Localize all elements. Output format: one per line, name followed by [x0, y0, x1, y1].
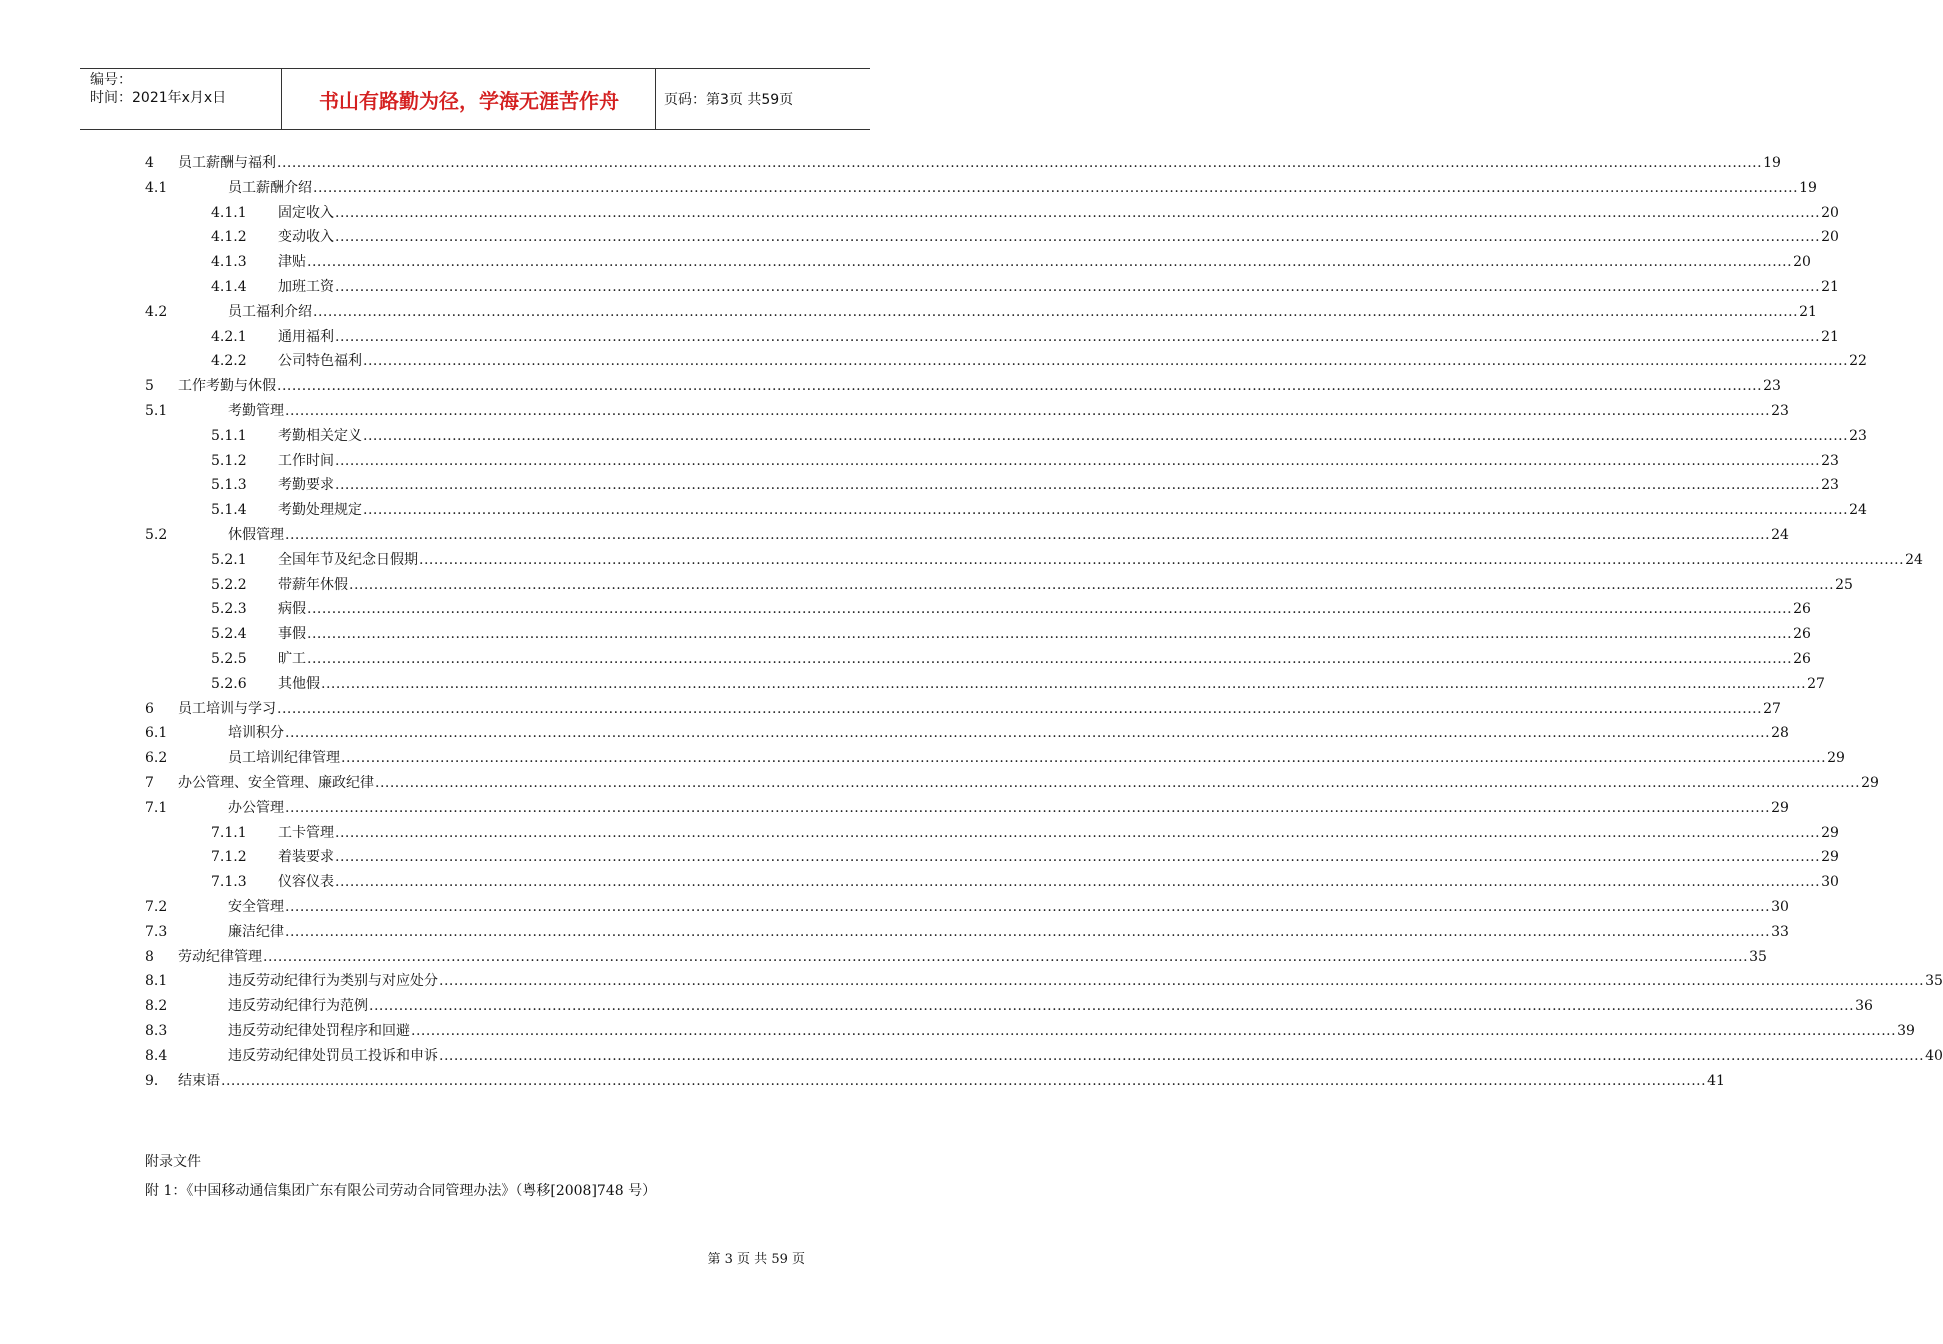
- toc-entry-title: 着装要求: [278, 849, 334, 866]
- toc-entry-title: 办公管理: [228, 799, 284, 816]
- toc-entry-number: 8.3: [145, 1023, 168, 1039]
- toc-leader-dots: ............................................................................................................................................................................................................................................................................................................: [341, 750, 1827, 767]
- toc-leader-dots: ............................................................................................................................................................................................................................................................................................................: [307, 601, 1793, 618]
- toc-entry[interactable]: [0, 721, 1789, 746]
- toc-entry-title: 违反劳动纪律行为范例: [228, 998, 368, 1015]
- toc-entry-page: 33: [1771, 923, 1789, 940]
- toc-leader-dots: ............................................................................................................................................................................................................................................................................................................: [335, 229, 1821, 246]
- toc-entry-title: 事假: [278, 626, 306, 643]
- toc-leader-dots: ............................................................................................................................................................................................................................................................................................................: [285, 725, 1771, 742]
- toc-entry-line[interactable]: [228, 920, 1789, 945]
- toc-entry[interactable]: [0, 225, 1839, 250]
- toc-entry[interactable]: [0, 895, 1789, 920]
- toc-entry-page: 30: [1821, 874, 1839, 891]
- toc-entry[interactable]: [0, 374, 1781, 399]
- toc-entry-page: 30: [1771, 899, 1789, 915]
- toc-entry-number: 9．: [145, 1072, 168, 1089]
- toc-entry-number: 6.1: [145, 725, 168, 742]
- toc-entry-number: 5.1.2: [211, 452, 247, 469]
- toc-entry-number: 7.3: [145, 923, 168, 940]
- toc-entry-page: 21: [1821, 279, 1839, 295]
- toc-entry-number: 5.2: [145, 527, 168, 543]
- toc-entry-line[interactable]: [228, 895, 1789, 920]
- toc-entry[interactable]: [0, 473, 1839, 498]
- toc-entry-line[interactable]: [178, 374, 1781, 399]
- toc-entry-title: 结束语: [178, 1072, 220, 1089]
- toc-entry-number: 4.2.2: [211, 353, 247, 370]
- toc-entry-title: 违反劳动纪律处罚员工投诉和申诉: [228, 1047, 438, 1064]
- toc-entry[interactable]: [0, 399, 1789, 424]
- toc-entry-page: 24: [1905, 551, 1923, 568]
- toc-entry[interactable]: [0, 349, 1867, 374]
- toc-leader-dots: ............................................................................................................................................................................................................................................................................................................: [277, 700, 1763, 717]
- toc-entry-line[interactable]: [278, 473, 1839, 498]
- toc-entry-title: 旷工: [278, 651, 306, 667]
- toc-entry-title: 加班工资: [278, 279, 334, 295]
- toc-entry-page: 27: [1807, 675, 1825, 692]
- toc-entry-line[interactable]: [228, 176, 1817, 201]
- toc-entry-page: 28: [1771, 725, 1789, 742]
- toc-leader-dots: ............................................................................................................................................................................................................................................................................................................: [321, 675, 1807, 692]
- toc-entry-number: 5.1.1: [211, 427, 247, 444]
- toc-entry-number: 4.1: [145, 179, 168, 196]
- toc-entry-line[interactable]: [228, 523, 1789, 548]
- toc-entry-page: 23: [1821, 452, 1839, 469]
- toc-entry-page: 36: [1855, 998, 1873, 1015]
- toc-entry[interactable]: [0, 845, 1839, 870]
- toc-entry[interactable]: [0, 548, 1923, 573]
- toc-entry-title: 违反劳动纪律处罚程序和回避: [228, 1023, 410, 1039]
- toc-entry-number: 7: [145, 775, 154, 791]
- toc-entry-page: 26: [1793, 601, 1811, 618]
- toc-entry-number: 6.2: [145, 750, 168, 767]
- toc-leader-dots: ............................................................................................................................................................................................................................................................................................................: [349, 576, 1835, 593]
- toc-entry-title: 考勤要求: [278, 477, 334, 494]
- toc-entry-title: 变动收入: [278, 229, 334, 246]
- toc-leader-dots: ............................................................................................................................................................................................................................................................................................................: [285, 923, 1771, 940]
- toc-leader-dots: ............................................................................................................................................................................................................................................................................................................: [335, 204, 1821, 221]
- toc-entry-page: 23: [1821, 477, 1839, 494]
- toc-entry-page: 23: [1849, 427, 1867, 444]
- page-footer: 第 3 页 共 59 页: [707, 1252, 805, 1267]
- toc-entry[interactable]: [0, 1069, 1725, 1094]
- toc-entry-page: 20: [1793, 254, 1811, 271]
- appendix-item[interactable]: 附 1：《中国移动通信集团广东有限公司劳动合同管理办法》（粤移[2008]748 号）: [145, 1183, 657, 1199]
- toc-leader-dots: ............................................................................................................................................................................................................................................................................................................: [335, 452, 1821, 469]
- toc-entry-page: 29: [1771, 799, 1789, 816]
- toc-entry-line[interactable]: [278, 424, 1867, 449]
- toc-leader-dots: ............................................................................................................................................................................................................................................................................................................: [313, 179, 1799, 196]
- toc-entry-page: 29: [1821, 849, 1839, 866]
- toc-entry-line[interactable]: [278, 225, 1839, 250]
- toc-entry-page: 21: [1821, 328, 1839, 345]
- toc-entry-number: 5.2.1: [211, 551, 247, 568]
- toc-entry-page: 35: [1925, 973, 1943, 990]
- toc-entry-page: 29: [1827, 750, 1845, 767]
- toc-entry-title: 员工培训与学习: [178, 700, 276, 717]
- toc-entry[interactable]: [0, 250, 1811, 275]
- toc-entry-number: 8.1: [145, 973, 168, 990]
- toc-entry-line[interactable]: [178, 1069, 1725, 1094]
- toc-entry-title: 公司特色福利: [278, 353, 362, 370]
- toc-entry[interactable]: [0, 1019, 1915, 1044]
- toc-entry-line[interactable]: [278, 672, 1825, 697]
- toc-entry[interactable]: [0, 796, 1789, 821]
- toc-entry-number: 4.2: [145, 303, 168, 320]
- toc-entry-title: 培训积分: [228, 725, 284, 742]
- toc-entry-title: 员工培训纪律管理: [228, 750, 340, 767]
- toc-entry-line[interactable]: [278, 275, 1839, 300]
- toc-entry-title: 带薪年休假: [278, 576, 348, 593]
- toc-entry-number: 8.4: [145, 1047, 168, 1064]
- toc-entry-line[interactable]: [278, 647, 1811, 672]
- toc-entry-title: 工卡管理: [278, 824, 334, 841]
- toc-entry[interactable]: [0, 523, 1789, 548]
- toc-leader-dots: ............................................................................................................................................................................................................................................................................................................: [335, 477, 1821, 494]
- toc-entry-title: 工作时间: [278, 452, 334, 469]
- toc-leader-dots: ............................................................................................................................................................................................................................................................................................................: [221, 1072, 1707, 1089]
- toc-entry-page: 27: [1763, 700, 1781, 717]
- toc-entry-line[interactable]: [278, 201, 1839, 226]
- toc-entry-line[interactable]: [228, 399, 1789, 424]
- toc-leader-dots: ............................................................................................................................................................................................................................................................................................................: [439, 1047, 1925, 1064]
- toc-leader-dots: ............................................................................................................................................................................................................................................................................................................: [307, 651, 1793, 667]
- toc-entry-page: 21: [1799, 303, 1817, 320]
- toc-entry-title: 考勤相关定义: [278, 427, 362, 444]
- toc-entry-title: 其他假: [278, 675, 320, 692]
- toc-entry-line[interactable]: [228, 796, 1789, 821]
- toc-entry-number: 5.2.2: [211, 576, 247, 593]
- toc-entry-page: 35: [1749, 948, 1767, 965]
- toc-leader-dots: ............................................................................................................................................................................................................................................................................................................: [419, 551, 1905, 568]
- toc-entry[interactable]: [0, 151, 1781, 176]
- doc-number-label: 编号：: [90, 72, 132, 88]
- toc-entry[interactable]: [0, 920, 1789, 945]
- toc-entry-line[interactable]: [228, 994, 1873, 1019]
- toc-leader-dots: ............................................................................................................................................................................................................................................................................................................: [285, 403, 1771, 419]
- toc-entry-number: 5.1.4: [211, 502, 247, 519]
- toc-entry-line[interactable]: [228, 746, 1845, 771]
- toc-entry[interactable]: [0, 597, 1811, 622]
- toc-entry-line[interactable]: [228, 721, 1789, 746]
- header-motto: 书山有路勤为径，学海无涯苦作舟: [319, 88, 619, 113]
- toc-entry-number: 4: [145, 155, 154, 171]
- toc-entry[interactable]: [0, 697, 1781, 722]
- toc-leader-dots: ............................................................................................................................................................................................................................................................................................................: [285, 799, 1771, 816]
- header-meta: [90, 71, 226, 107]
- toc-leader-dots: ............................................................................................................................................................................................................................................................................................................: [285, 899, 1771, 915]
- toc-entry-page: 20: [1821, 229, 1839, 246]
- toc-leader-dots: ............................................................................................................................................................................................................................................................................................................: [363, 427, 1849, 444]
- toc-leader-dots: ............................................................................................................................................................................................................................................................................................................: [335, 849, 1821, 866]
- toc-entry[interactable]: [0, 498, 1867, 523]
- toc-entry-page: 25: [1835, 576, 1853, 593]
- toc-entry-title: 全国年节及纪念日假期: [278, 551, 418, 568]
- toc-entry[interactable]: [0, 622, 1811, 647]
- toc-entry[interactable]: [0, 672, 1825, 697]
- toc-entry-title: 安全管理: [228, 899, 284, 915]
- toc-entry-line[interactable]: [278, 325, 1839, 350]
- toc-entry-number: 8.2: [145, 998, 168, 1015]
- toc-entry-title: 考勤管理: [228, 403, 284, 419]
- toc-entry[interactable]: [0, 449, 1839, 474]
- toc-entry-page: 23: [1771, 403, 1789, 419]
- toc-entry-line[interactable]: [278, 597, 1811, 622]
- toc-entry-line[interactable]: [228, 300, 1817, 325]
- toc-entry[interactable]: [0, 945, 1767, 970]
- toc-entry-line[interactable]: [278, 573, 1853, 598]
- toc-leader-dots: ............................................................................................................................................................................................................................................................................................................: [363, 353, 1849, 370]
- toc-entry-line[interactable]: [278, 622, 1811, 647]
- toc-entry[interactable]: [0, 176, 1817, 201]
- toc-leader-dots: ............................................................................................................................................................................................................................................................................................................: [307, 254, 1793, 271]
- toc-leader-dots: ............................................................................................................................................................................................................................................................................................................: [411, 1023, 1897, 1039]
- toc-entry-page: 19: [1799, 179, 1817, 196]
- toc-entry-title: 仪容仪表: [278, 874, 334, 891]
- toc-entry-number: 5.2.6: [211, 675, 247, 692]
- toc-leader-dots: ............................................................................................................................................................................................................................................................................................................: [335, 328, 1821, 345]
- toc-entry-title: 员工薪酬与福利: [178, 155, 276, 171]
- toc-entry-number: 7.1: [145, 799, 168, 816]
- toc-leader-dots: ............................................................................................................................................................................................................................................................................................................: [285, 527, 1771, 543]
- toc-entry[interactable]: [0, 275, 1839, 300]
- toc-leader-dots: ............................................................................................................................................................................................................................................................................................................: [375, 775, 1861, 791]
- toc-entry-page: 29: [1861, 775, 1879, 791]
- toc-entry-page: 24: [1849, 502, 1867, 519]
- header-page-label: 页码：第3页 共59页: [664, 92, 794, 108]
- toc-entry-page: 39: [1897, 1023, 1915, 1039]
- toc-entry-page: 20: [1821, 204, 1839, 221]
- toc-entry-number: 4.1.4: [211, 279, 247, 295]
- toc-leader-dots: ............................................................................................................................................................................................................................................................................................................: [439, 973, 1925, 990]
- toc-entry-page: 26: [1793, 626, 1811, 643]
- toc-entry-page: 24: [1771, 527, 1789, 543]
- toc-entry-title: 工作考勤与休假: [178, 378, 276, 395]
- toc-entry[interactable]: [0, 300, 1817, 325]
- toc-entry-page: 26: [1793, 651, 1811, 667]
- toc-entry-title: 固定收入: [278, 204, 334, 221]
- toc-entry-line[interactable]: [178, 697, 1781, 722]
- toc-entry-line[interactable]: [278, 870, 1839, 895]
- toc-entry-title: 劳动纪律管理: [178, 948, 262, 965]
- toc-entry-line[interactable]: [278, 548, 1923, 573]
- toc-entry-line[interactable]: [178, 945, 1767, 970]
- toc-entry-number: 6: [145, 700, 154, 717]
- toc-entry[interactable]: [0, 994, 1873, 1019]
- toc-entry[interactable]: [0, 325, 1839, 350]
- toc-entry-page: 22: [1849, 353, 1867, 370]
- toc-leader-dots: ............................................................................................................................................................................................................................................................................................................: [313, 303, 1799, 320]
- toc-entry[interactable]: [0, 573, 1853, 598]
- toc-entry-title: 违反劳动纪律行为类别与对应处分: [228, 973, 438, 990]
- toc-entry-page: 41: [1707, 1072, 1725, 1089]
- toc-entry-number: 5.1.3: [211, 477, 247, 494]
- toc-leader-dots: ............................................................................................................................................................................................................................................................................................................: [277, 155, 1763, 171]
- toc-entry[interactable]: [0, 870, 1839, 895]
- page-header: [80, 68, 870, 130]
- toc-leader-dots: ............................................................................................................................................................................................................................................................................................................: [363, 502, 1849, 519]
- toc-entry-title: 办公管理、安全管理、廉政纪律: [178, 775, 374, 791]
- toc-leader-dots: ............................................................................................................................................................................................................................................................................................................: [307, 626, 1793, 643]
- toc-entry[interactable]: [0, 771, 1879, 796]
- toc-entry[interactable]: [0, 201, 1839, 226]
- toc-entry-line[interactable]: [228, 1019, 1915, 1044]
- toc-entry-number: 5.1: [145, 403, 168, 419]
- toc-entry-title: 员工福利介绍: [228, 303, 312, 320]
- toc-entry-line[interactable]: [278, 349, 1867, 374]
- toc-entry-line[interactable]: [278, 821, 1839, 846]
- toc-entry-title: 通用福利: [278, 328, 334, 345]
- toc-entry-page: 23: [1763, 378, 1781, 395]
- toc-entry-page: 29: [1821, 824, 1839, 841]
- toc-entry-title: 病假: [278, 601, 306, 618]
- toc-entry-number: 4.1.2: [211, 229, 247, 246]
- toc-entry-number: 7.2: [145, 899, 168, 915]
- toc-entry[interactable]: [0, 647, 1811, 672]
- toc-entry-number: 4.1.3: [211, 254, 247, 271]
- toc-entry-number: 7.1.1: [211, 824, 247, 841]
- toc-entry-title: 员工薪酬介绍: [228, 179, 312, 196]
- toc-leader-dots: ............................................................................................................................................................................................................................................................................................................: [369, 998, 1855, 1015]
- toc-entry-line[interactable]: [228, 969, 1943, 994]
- toc-entry-line[interactable]: [278, 498, 1867, 523]
- toc-entry-line[interactable]: [278, 845, 1839, 870]
- toc-entry-line[interactable]: [228, 1044, 1943, 1069]
- toc-entry-number: 7.1.2: [211, 849, 247, 866]
- toc-entry-number: 7.1.3: [211, 874, 247, 891]
- toc-entry-number: 5.2.5: [211, 651, 247, 667]
- toc-leader-dots: ............................................................................................................................................................................................................................................................................................................: [335, 824, 1821, 841]
- appendix-heading: 附录文件: [145, 1154, 201, 1170]
- toc-entry[interactable]: [0, 746, 1845, 771]
- toc-entry-number: 4.2.1: [211, 328, 247, 345]
- toc-entry-line[interactable]: [178, 151, 1781, 176]
- toc-leader-dots: ............................................................................................................................................................................................................................................................................................................: [335, 279, 1821, 295]
- toc-entry[interactable]: [0, 424, 1867, 449]
- toc-entry-number: 5.2.3: [211, 601, 247, 618]
- toc-entry[interactable]: [0, 969, 1943, 994]
- toc-entry-line[interactable]: [178, 771, 1879, 796]
- toc-entry-number: 5.2.4: [211, 626, 247, 643]
- toc-entry-title: 廉洁纪律: [228, 923, 284, 940]
- toc-entry-page: 19: [1763, 155, 1781, 171]
- toc-leader-dots: ............................................................................................................................................................................................................................................................................................................: [263, 948, 1749, 965]
- toc-entry-line[interactable]: [278, 250, 1811, 275]
- toc-entry-number: 4.1.1: [211, 204, 247, 221]
- toc-entry-line[interactable]: [278, 449, 1839, 474]
- toc-leader-dots: ............................................................................................................................................................................................................................................................................................................: [277, 378, 1763, 395]
- toc-entry-title: 休假管理: [228, 527, 284, 543]
- toc-entry-number: 5: [145, 378, 154, 395]
- toc-leader-dots: ............................................................................................................................................................................................................................................................................................................: [335, 874, 1821, 891]
- toc-entry-number: 8: [145, 948, 154, 965]
- toc-entry[interactable]: [0, 1044, 1943, 1069]
- toc-entry[interactable]: [0, 821, 1839, 846]
- toc-entry-title: 考勤处理规定: [278, 502, 362, 519]
- toc-entry-title: 津贴: [278, 254, 306, 271]
- toc-entry-page: 40: [1925, 1047, 1943, 1064]
- doc-time-label: 时间：2021年x月x日: [90, 90, 227, 106]
